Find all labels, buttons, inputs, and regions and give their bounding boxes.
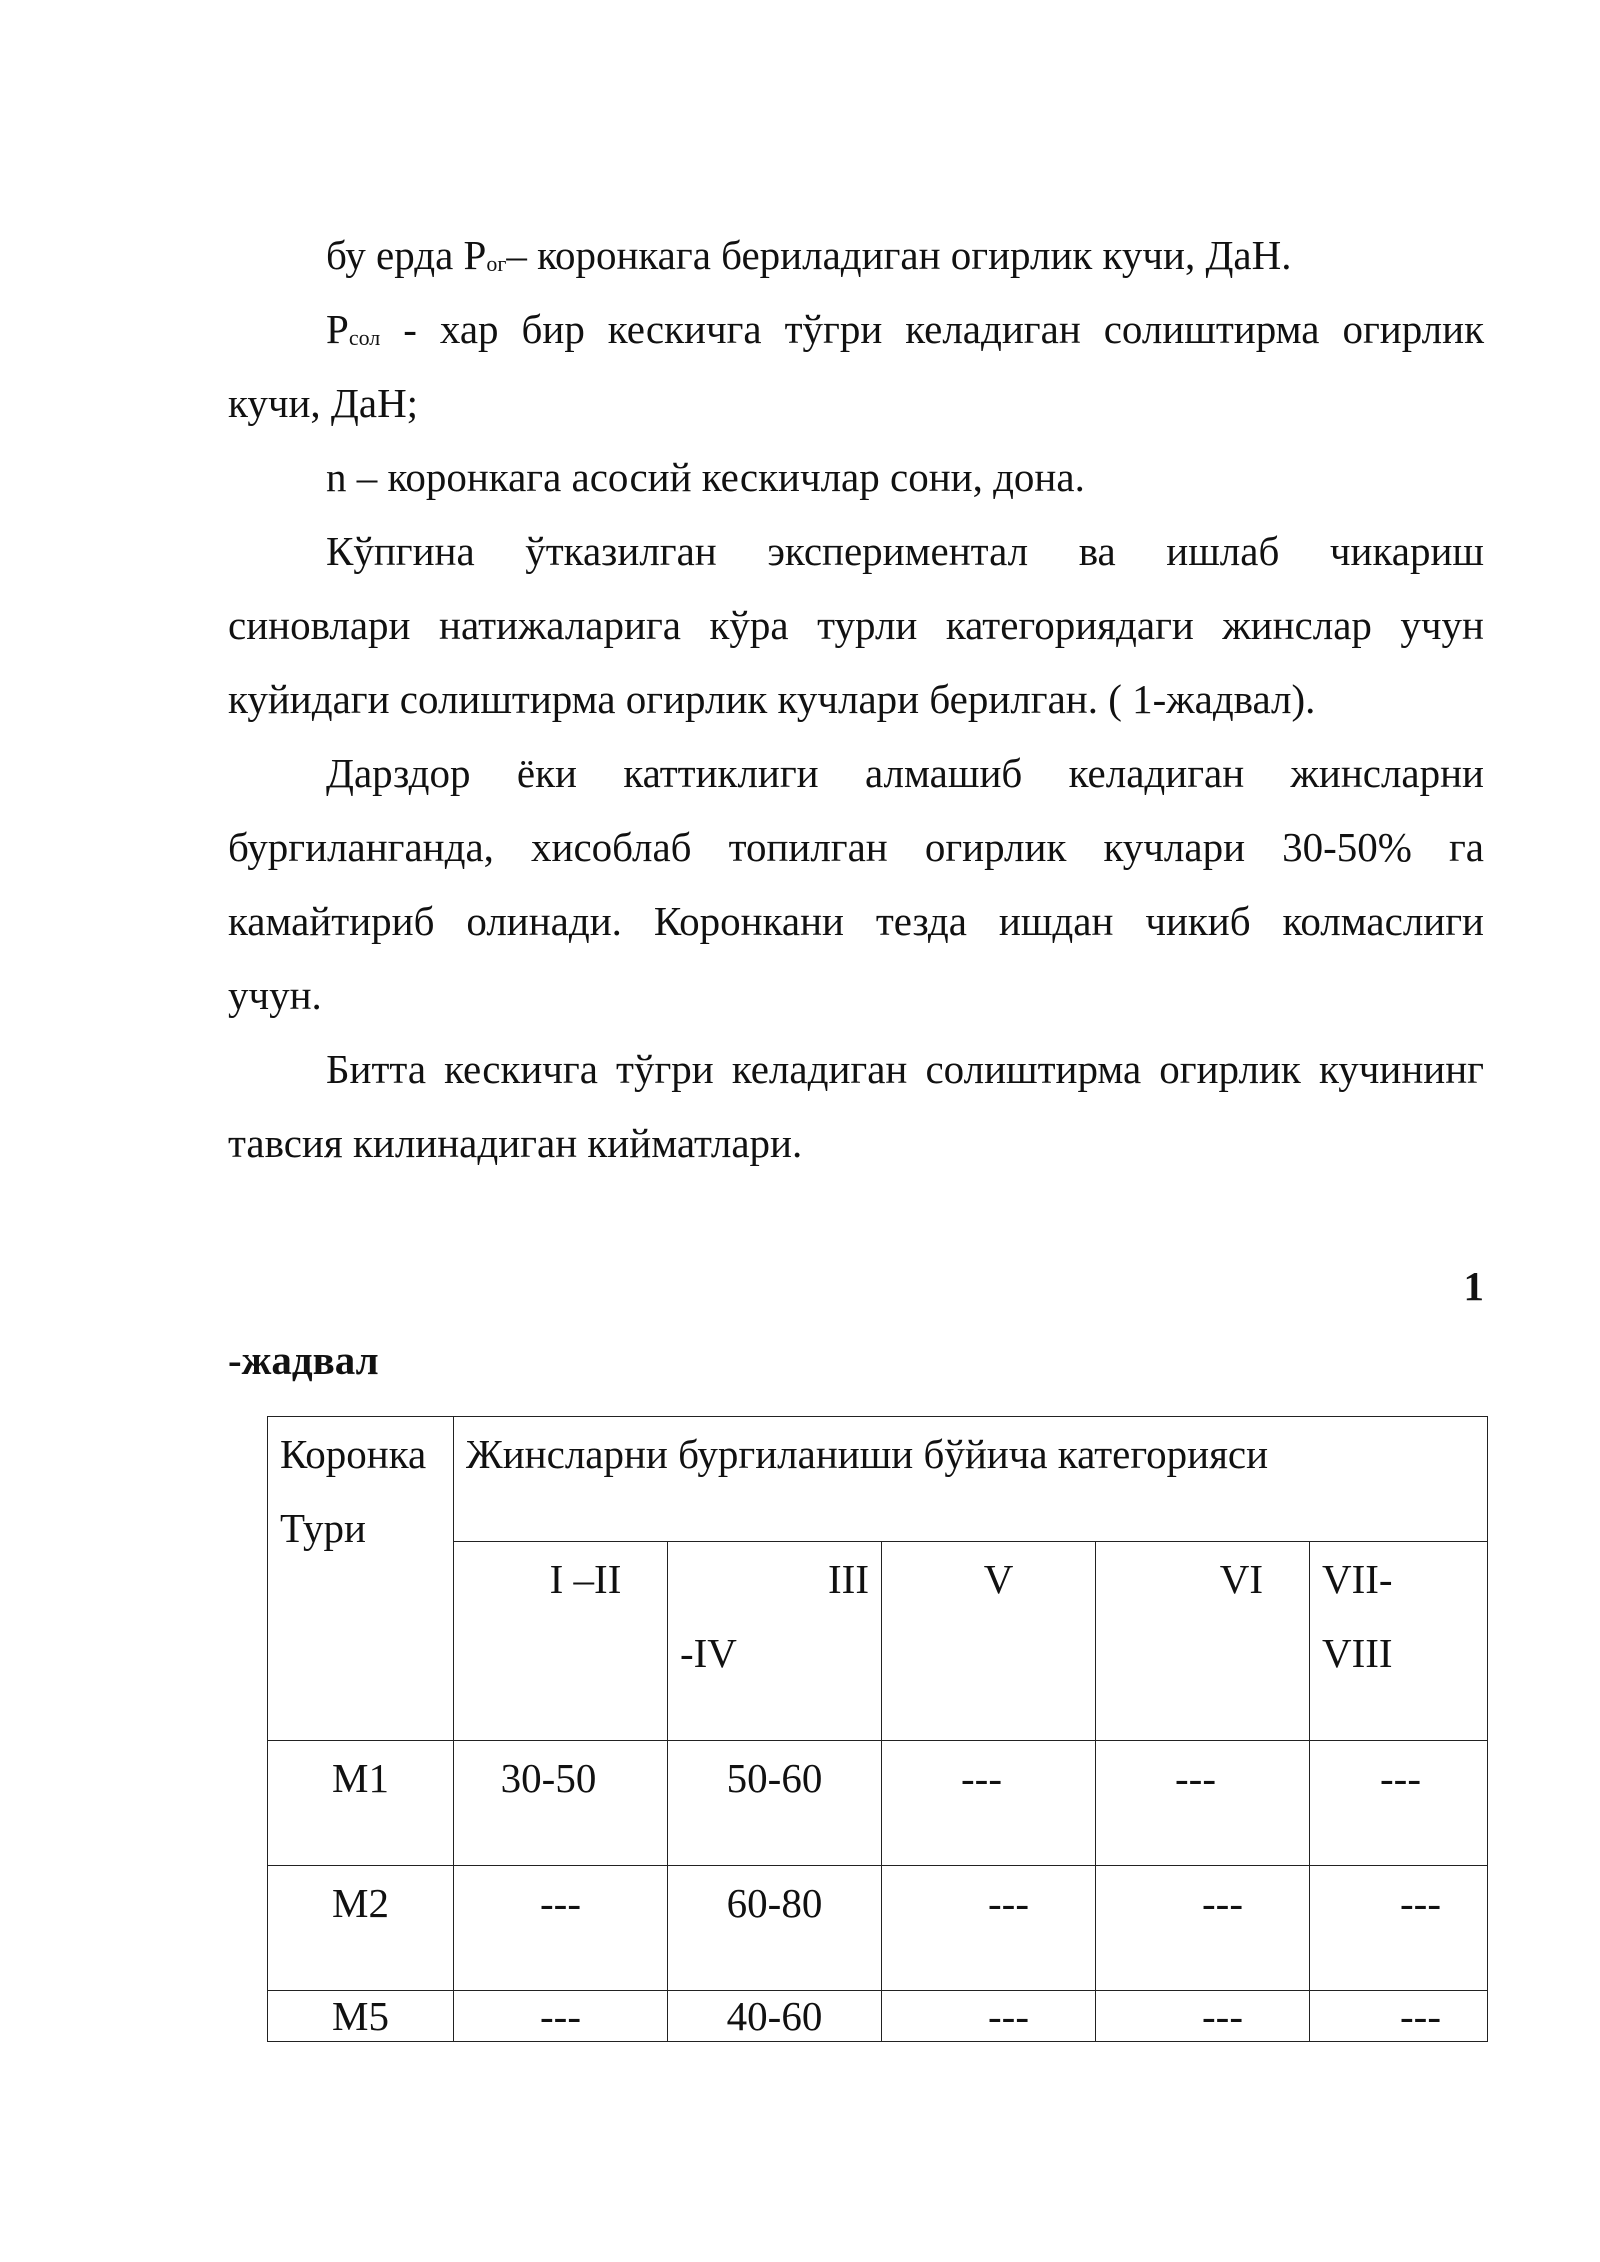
paragraph-definition-n bbox=[228, 440, 1484, 514]
category-header-cell bbox=[1096, 1542, 1310, 1741]
table-title: -жадвал bbox=[228, 1337, 379, 1383]
value-cell: 60-80 bbox=[668, 1866, 882, 1991]
p1-subscript: ог bbox=[486, 251, 507, 276]
p5-line4: учун. bbox=[228, 972, 322, 1018]
table-row bbox=[268, 1866, 1488, 1991]
p6-line2: тавсия килинадиган кийматлари. bbox=[228, 1120, 803, 1166]
paragraph-recommended-values bbox=[228, 1032, 1484, 1180]
group-header-cell bbox=[454, 1417, 1488, 1542]
paragraph-fractured-rocks bbox=[228, 736, 1484, 1032]
p1-suffix: – коронкага бериладиган огирлик кучи, ДаН. bbox=[506, 232, 1292, 278]
p4-line1: Кўпгина ўтказилган экспериментал ва ишлаб чикариш bbox=[326, 528, 1484, 574]
row-type-cell: M5 bbox=[268, 1991, 454, 2042]
paragraph-definition-psol bbox=[228, 292, 1484, 440]
category-label: I –II bbox=[549, 1556, 622, 1602]
category-label: VII- bbox=[1322, 1556, 1393, 1602]
p4-line3: куйидаги солиштирма огирлик кучлари берилган. ( 1-жадвал). bbox=[228, 676, 1316, 722]
value-cell: --- bbox=[454, 1991, 668, 2042]
row-type-cell: M2 bbox=[268, 1866, 454, 1991]
p2-prefix: P bbox=[326, 306, 349, 352]
value-cell: 30-50 bbox=[454, 1741, 668, 1866]
p3-text: n – коронкага асосий кескичлар сони, дона. bbox=[326, 454, 1085, 500]
row-type-cell: M1 bbox=[268, 1741, 454, 1866]
category-label: III bbox=[828, 1556, 869, 1602]
p2-line1: - хар бир кескичга тўгри келадиган солиштирма огирлик bbox=[380, 306, 1484, 352]
category-label: V bbox=[983, 1556, 1014, 1602]
value-cell: --- bbox=[454, 1866, 668, 1991]
table-row bbox=[268, 1741, 1488, 1866]
category-header-cell bbox=[454, 1542, 668, 1741]
value-cell: 40-60 bbox=[668, 1991, 882, 2042]
category-header-cell bbox=[668, 1542, 882, 1741]
p6-line1: Битта кескичга тўгри келадиган солиштирма огирлик кучининг bbox=[326, 1046, 1484, 1092]
p5-line2: бургиланганда, хисоблаб топилган огирлик кучлари 30-50% га bbox=[228, 824, 1484, 870]
p2-subscript: сол bbox=[348, 325, 381, 350]
paragraph-experiments bbox=[228, 514, 1484, 736]
p4-line2: синовлари натижаларига кўра турли категориядаги жинслар учун bbox=[228, 602, 1484, 648]
value-cell: --- bbox=[1096, 1741, 1310, 1866]
value-cell: --- bbox=[1096, 1991, 1310, 2042]
p1-prefix: бу ерда P bbox=[326, 232, 487, 278]
category-header-cell bbox=[882, 1542, 1096, 1741]
category-label-continuation: -IV bbox=[680, 1630, 737, 1676]
category-header-cell bbox=[1310, 1542, 1488, 1741]
value-cell: --- bbox=[1310, 1866, 1488, 1991]
value-cell: --- bbox=[882, 1741, 1096, 1866]
p2-line2: кучи, ДаН; bbox=[228, 380, 419, 426]
value-cell: --- bbox=[1310, 1991, 1488, 2042]
paragraph-definition-pog bbox=[228, 218, 1484, 292]
category-label: VI bbox=[1219, 1556, 1263, 1602]
corner-header-cell bbox=[268, 1417, 454, 1741]
group-header-text: Жинсларни бургиланиши бўйича категорияси bbox=[466, 1431, 1269, 1477]
value-cell: 50-60 bbox=[668, 1741, 882, 1866]
value-cell: --- bbox=[882, 1866, 1096, 1991]
table-number: 1 bbox=[1463, 1263, 1484, 1309]
value-cell: --- bbox=[882, 1991, 1096, 2042]
p5-line1: Дарздор ёки каттиклиги алмашиб келадиган жинсларни bbox=[326, 750, 1484, 796]
table-header-row bbox=[268, 1417, 1488, 1542]
data-table bbox=[267, 1416, 1488, 2042]
corner-header-line2: Тури bbox=[280, 1505, 366, 1551]
category-label-continuation: VIII bbox=[1322, 1630, 1393, 1676]
value-cell: --- bbox=[1310, 1741, 1488, 1866]
value-cell: --- bbox=[1096, 1866, 1310, 1991]
p5-line3: камайтириб олинади. Коронкани тезда ишдан чикиб колмаслиги bbox=[228, 898, 1484, 944]
table-row bbox=[268, 1991, 1488, 2042]
corner-header-line1: Коронка bbox=[280, 1431, 427, 1477]
